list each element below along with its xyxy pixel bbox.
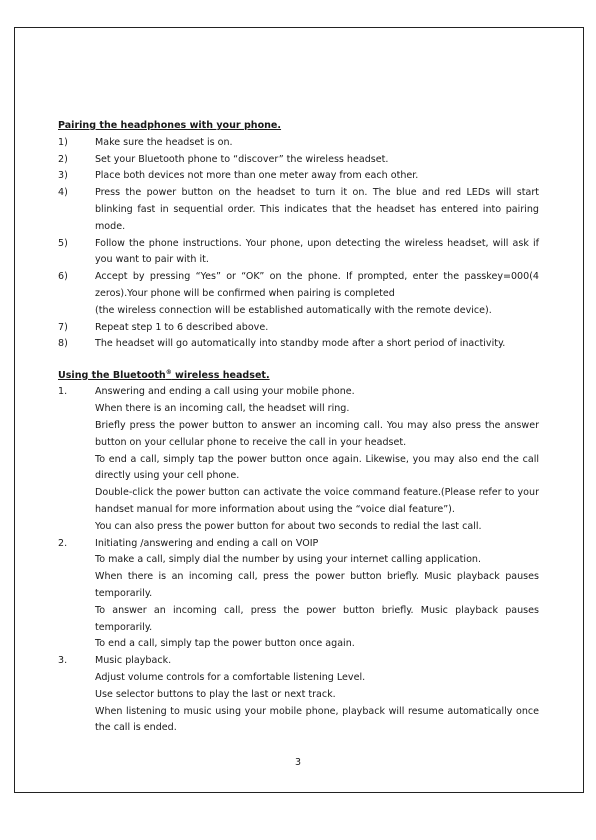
pairing-step [58,269,539,303]
step-text: Follow the phone instructions. Your phone, upon detecting the wireless headset, will ask if you want to pair with it. [95,237,539,266]
usage-item-heading: Music playback. [95,655,172,667]
step-text: Accept by pressing “Yes” or “OK” on the phone. If prompted, enter the passkey=000(4 zeros).Your phone will be confirmed when pairing is completed [95,271,539,299]
step-text: Make sure the headset is on. [95,136,233,148]
step-number: 2) [58,153,68,165]
usage-item-heading: Initiating /answering and ending a call on VOIP [95,537,319,549]
usage-paragraph: Use selector buttons to play the last or next track. [95,688,336,700]
usage-paragraph: You can also press the power button for about two seconds to redial the last call. [95,520,482,532]
step-text: The headset will go automatically into standby mode after a short period of inactivity. [95,338,506,350]
step-number: 7) [58,321,68,333]
pairing-step [58,135,539,152]
page-number: 3 [294,757,302,768]
pairing-step [58,336,539,353]
usage-paragraph: To make a call, simply dial the number by using your internet calling application. [95,554,482,566]
step-number [58,303,95,320]
usage-item-title [58,536,539,553]
step-text: Set your Bluetooth phone to “discover” the wireless headset. [95,153,389,165]
step-number: 5) [58,237,68,249]
usage-item-number: 2. [58,537,68,549]
usage-item-title [58,384,539,401]
usage-paragraph: Double-click the power button can activate the voice command feature.(Please refer to your handset manual for more information about using the “voice dial feature”). [95,487,539,516]
pairing-step [58,303,539,320]
usage-item-number: 3. [58,655,68,667]
usage-paragraph: To end a call, simply tap the power button once again. [95,638,355,650]
usage-item-number: 1. [58,386,68,398]
step-number: 6) [58,271,68,283]
usage-paragraph: To end a call, simply tap the power button once again. Likewise, you may also end the call directly using your cell phone. [95,453,539,482]
step-number: 3) [58,170,68,182]
pairing-step [58,152,539,169]
usage-item-heading: Answering and ending a call using your mobile phone. [95,386,355,398]
usage-paragraph: When listening to music using your mobile phone, playback will resume automatically once the call is ended. [95,705,539,734]
pairing-step [58,236,539,270]
step-text: (the wireless connection will be established automatically with the remote device). [95,304,492,316]
pairing-step [58,168,539,185]
step-number: 1) [58,136,68,148]
pairing-step [58,320,539,337]
pairing-step [58,185,539,235]
usage-paragraph: Briefly press the power button to answer an incoming call. You may also press the answer button on your cellular phone to receive the call in your headset. [95,420,539,448]
step-text: Repeat step 1 to 6 described above. [95,321,269,333]
pairing-heading: Pairing the headphones with your phone. [58,120,282,131]
usage-heading: Using the Bluetooth® wireless headset. [58,368,270,381]
step-number: 8) [58,338,68,350]
usage-paragraph: To answer an incoming call, press the power button briefly. Music playback pauses temporarily. [95,604,539,633]
usage-paragraph: When there is an incoming call, the headset will ring. [95,403,350,415]
pairing-steps-list [58,135,539,353]
usage-item-title [58,653,539,670]
document-body [58,118,539,737]
usage-paragraph: When there is an incoming call, press the power button briefly. Music playback pauses temporarily. [95,571,539,600]
step-text: Place both devices not more than one meter away from each other. [95,170,419,182]
usage-paragraph: Adjust volume controls for a comfortable listening Level. [95,672,366,683]
usage-sections-list [58,384,539,737]
step-number: 4) [58,187,68,199]
step-text: Press the power button on the headset to turn it on. The blue and red LEDs will start blinking fast in sequential order. This indicates that the headset has entered into pairing mode. [95,187,539,232]
